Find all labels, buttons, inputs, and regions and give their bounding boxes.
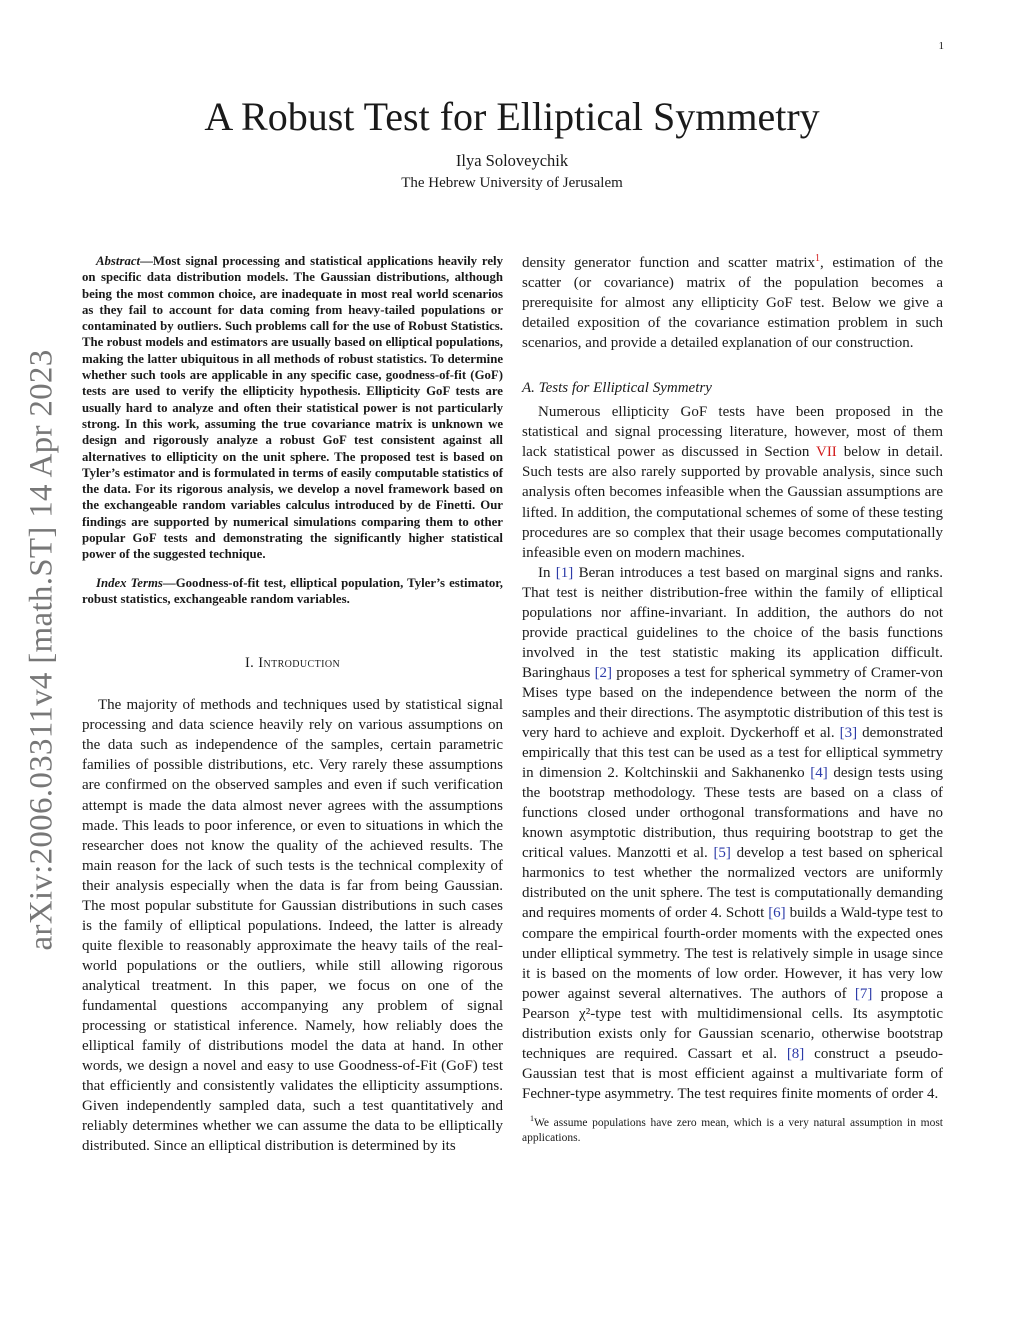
arxiv-stamp	[22, 340, 62, 960]
section-ref-link[interactable]: VII	[815, 444, 837, 461]
tests-p1-after: below in detail. Such tests are also rarely supported by provable analysis, since such analysis often becomes infeasible when the Gaussian assumptions are lifted. In addition, the computational schemes of some of these testing procedures are so complex that their usage becomes computationally infeasible even on modern machines.	[522, 444, 943, 561]
right-column	[522, 253, 943, 1146]
paragraph-text: In	[538, 564, 556, 581]
abstract-text: —Most signal processing and statistical applications heavily rely on specific data distribution models. The Gaussian distributions, although being the most common choice, are inadequate in most real world scenarios as they fail to account for data coming from heavy-tailed populations or contaminated by outliers. Such problems call for the use of Robust Statistics. The robust models and estimators are usually based on elliptical populations, making the latter ubiquitous in all methods of robust statistics. To determine whether such tools are applicable in any specific case, goodness-of-fit (GoF) tests are used to verify the ellipticity hypothesis. Ellipticity GoF tests are usually hard to analyze and often their statistical power is not particularly strong. In this work, assuming the true covariance matrix is unknown we design and rigorously analyze a robust GoF test consistent against all alternatives to ellipticity on the unit sphere. The proposed test is based on Tyler’s estimator and is formulated in terms of easily computable statistics of the data. For its rigorous analysis, we develop a novel framework based on the exchangeable random variables calculus introduced by de Finetti. Our findings are supported by numerical simulations comparing them to other popular GoF tests and demonstrating the significantly higher statistical power of the suggested technique.	[82, 254, 503, 562]
citation-link[interactable]: [4]	[810, 765, 828, 782]
left-column	[82, 253, 503, 1156]
intro-continuation	[522, 253, 943, 353]
tests-paragraph-2	[522, 563, 943, 1104]
intro-continuation-part2: , estimation of the scatter (or covariance) matrix of the population becomes a prerequisite for almost any ellipticity GoF test. Below we give a detailed exposition of the covariance estimation problem in such scenarios, and provide a detailed explanation of our construction.	[522, 255, 943, 352]
footnote-text: We assume populations have zero mean, which is a very natural assumption in most applications.	[522, 1116, 943, 1144]
citation-link[interactable]: [6]	[768, 905, 786, 922]
tests-p1-before: Numerous ellipticity GoF tests have been proposed in the statistical and signal processing literature, however, most of them lack statistical power as discussed in Section	[522, 404, 943, 461]
citation-link[interactable]: [3]	[839, 725, 858, 742]
index-terms	[82, 575, 503, 608]
footnote-link[interactable]: 1	[815, 253, 821, 264]
page-number: 1	[938, 40, 944, 52]
abstract	[82, 253, 503, 563]
citation-link[interactable]: [5]	[713, 845, 731, 862]
citation-link[interactable]: [7]	[854, 985, 873, 1002]
author-affiliation: The Hebrew University of Jerusalem	[401, 175, 623, 191]
section-heading-introduction: I. Introduction	[244, 655, 341, 672]
intro-continuation-part1: density generator function and scatter matrix	[522, 255, 816, 271]
tests-paragraph-1	[522, 402, 943, 562]
footnote-mark: 1	[530, 1114, 534, 1124]
paragraph-text: Beran introduces a test based on marginal signs and ranks. That test is neither distribution-free within the family of elliptical populations nor affine-invariant. In addition, the authors do not provide practical guidelines to the choice of the basis functions involved in the test statistic making its application difficult. Baringhaus	[522, 564, 943, 681]
paper-header	[0, 93, 1024, 192]
paragraph-text: develop a test based on spherical harmonics to test whether the normalized vectors are uniformly distributed on the unit sphere. The test is computationally demanding and requires moments of order 4. Schott	[522, 845, 944, 922]
paragraph-text: propose a Pearson χ²-type test with multidimensional cells. Its asymptotic distribution exists only for Gaussian scenario, otherwise bootstrap techniques are required. Cassart et al.	[522, 985, 943, 1062]
paragraph-text: design tests using the bootstrap methodology. These tests are based on a class of functions closed under orthogonal transformations and have no known asymptotic distribution, thus requiring bootstrap to get the critical values. Manzotti et al.	[522, 765, 943, 862]
index-terms-lead: Index Terms	[96, 575, 163, 590]
abstract-lead: Abstract	[96, 254, 141, 268]
citation-link[interactable]: [8]	[786, 1045, 805, 1062]
subsection-heading-tests: A. Tests for Elliptical Symmetry	[522, 380, 712, 397]
citation-link[interactable]: [1]	[555, 564, 574, 581]
paper-title: A Robust Test for Elliptical Symmetry	[204, 94, 820, 139]
paragraph-text: demonstrated empirically that this test can be used as a test for elliptical symmetry in dimension 2. Koltchinskii and Sakhanenko	[522, 725, 943, 782]
paragraph-text: construct a pseudo-Gaussian test that is most efficient against a multivariate form of Fechner-type asymmetry. The test requires finite moments of order 4.	[522, 1045, 943, 1102]
citation-link[interactable]: [2]	[594, 664, 613, 681]
paragraph-text: proposes a test for spherical symmetry of Cramer-von Mises type based on the independence between the norm of the samples and their directions. The asymptotic distribution of this test is very hard to achieve and exploit. Dyckerhoff et al.	[522, 664, 944, 742]
footnote	[522, 1116, 943, 1146]
paragraph-text: builds a Wald-type test to compare the empirical fourth-order moments with the expected ones under elliptical symmetry. The test is relatively simple in usage since it is based on the moments of low order. However, it has very low power against several alternatives. The authors of	[522, 905, 943, 1002]
introduction-paragraph: The majority of methods and techniques used by statistical signal processing and data science heavily rely on various assumptions on the data such as independence of the samples, certain parametric families of possible distributions, etc. Very rarely these assumptions are confirmed on the observed samples and even if such verification attempt is made the data almost never agrees with the assumptions made. This leads to poor inference, or even to situations in which the researcher does not know the quality of the achieved results. The main reason for the lack of such tests is the technical complexity of their analysis especially when the data is far from being Gaussian. The most popular substitute for Gaussian distributions in such cases is the family of elliptical populations. Indeed, the latter is already quite flexible to reasonably approximate the heavy tails of the real-world populations or the outliers, while still allowing rigorous analytical treatment. In this paper, we focus on one of the fundamental questions accompanying any problem of signal processing or statistical inference. Namely, how reliably does the elliptical family of distributions model the data at hand. In other words, we design a novel and easy to use Goodness-of-Fit (GoF) test that efficiently and consistently validates the ellipticity assumptions. Given independently sampled data, such a test quantitatively and reliably determines whether we can assume the data to be elliptically distributed. Since an elliptical distribution is determined by its	[82, 697, 503, 1155]
arxiv-stamp-text: arXiv:2006.03311v4 [math.ST] 14 Apr 2023	[23, 349, 60, 951]
author-name: Ilya Soloveychik	[455, 151, 569, 170]
index-terms-text: —Goodness-of-fit test, elliptical population, Tyler’s estimator, robust statistics, exchangeable random variables.	[82, 575, 504, 606]
